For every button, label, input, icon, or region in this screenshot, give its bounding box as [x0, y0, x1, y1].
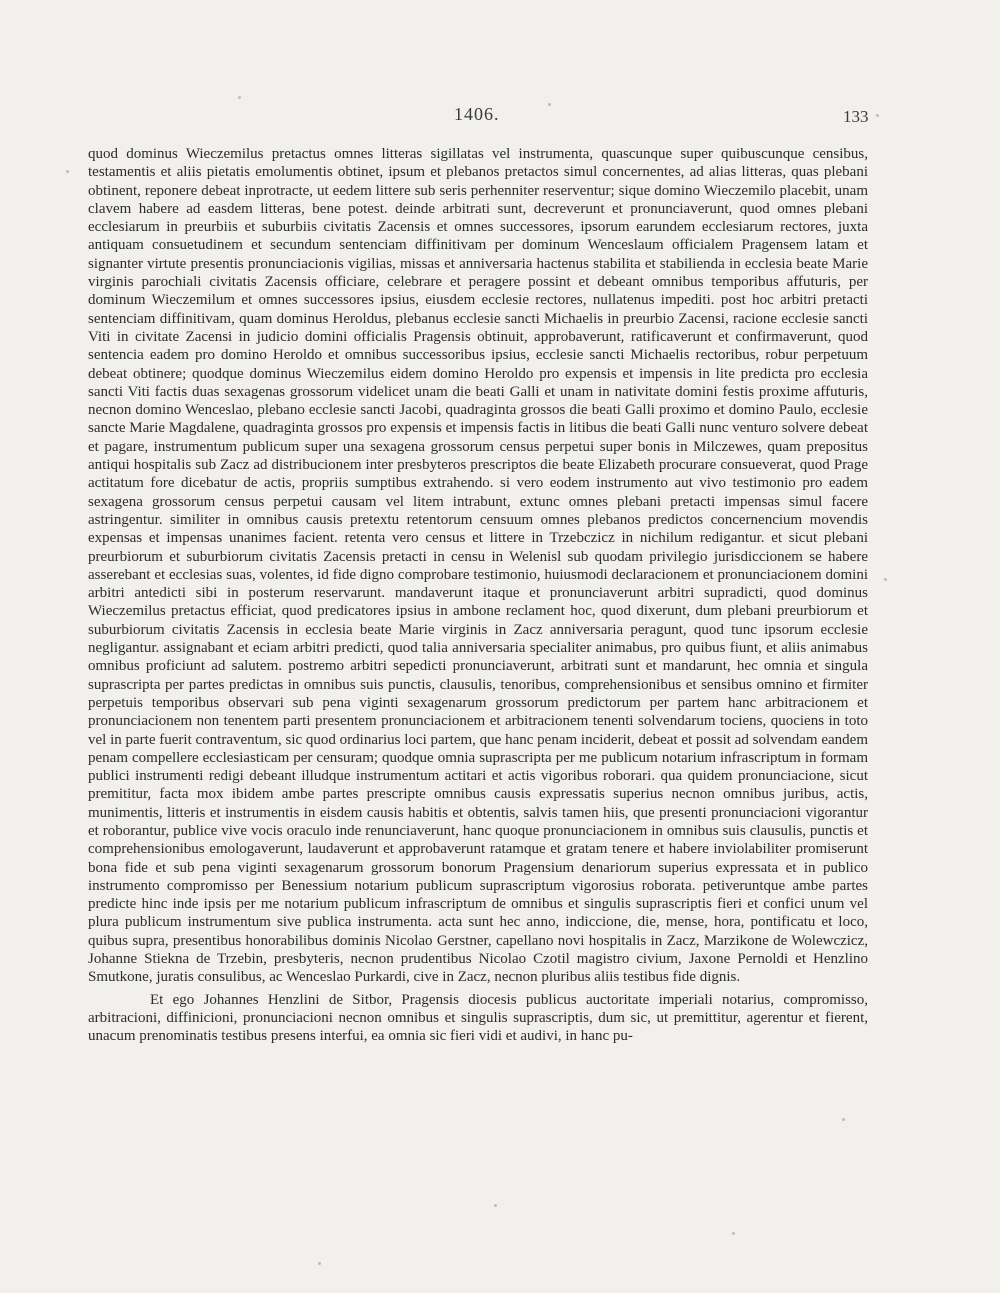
paper-speck [494, 1204, 497, 1207]
page-number: 133 [843, 107, 869, 126]
paper-speck [876, 114, 879, 117]
page-year-heading: 1406. [454, 104, 500, 124]
paper-speck [238, 96, 241, 99]
paper-speck [884, 578, 887, 581]
paper-speck [548, 103, 551, 106]
notarial-paragraph: Et ego Johannes Henzlini de Sitbor, Pragensis diocesis publicus auctoritate imperiali notarius, compromisso, arbitracioni, diffinicioni, pronunciacioni necnon omnibus et singulis suprascriptis, dum sic, ut premittitur, agerentur et fierent, unacum prenominatis testibus presens interfui, ea omnia sic fieri vidi et audivi, in hanc pu- [88, 991, 868, 1045]
paper-speck [842, 1118, 845, 1121]
document-body [88, 145, 868, 1046]
paper-speck [318, 1262, 321, 1265]
paper-speck [66, 170, 69, 173]
main-paragraph: quod dominus Wieczemilus pretactus omnes litteras sigillatas vel instrumenta, quascunque super quibuscunque censibus, testamentis et aliis pietatis emolumentis obtinet, ipsum et plebanos pretactos simul concernentes, ad alias litteras, quas plebani obtinent, reponere debeat inprotracte, ut eedem littere sub seris perhenniter reserventur; sique domino Wieczemilo placebit, unam clavem habere ad easdem litteras, bene potest. deinde arbitrati sunt, decreverunt et pronunciaverunt, quod omnes plebani ecclesiarum in preurbiis et suburbiis civitatis Zacensis et omnes successores, ipsorum earundem ecclesiarum rectores, juxta antiquam consuetudinem et secundum sentenciam diffinitivam per dominum Wenceslaum officialem Pragensem latam et signanter virtute presentis pronunciacionis vigilias, missas et anniversaria hactenus stabilita et stabilienda in ecclesia beate Marie virginis parochiali civitatis Zacensis officiare, celebrare et peragere possint et debeant omnibus temporibus affuturis, per dominum Wieczemilum et omnes successores ipsius, eiusdem ecclesie rectores, nullatenus impediti. post hoc arbitri pretacti sentenciam diffinitivam, quam dominus Heroldus, plebanus ecclesie sancti Michaelis in preurbio Zacensi, racione ecclesie sancti Viti in civitate Zacensi in judicio domini officialis Pragensis obtinuit, approbaverunt, ratificaverunt et confirmaverunt, quod sentencia eadem pro domino Heroldo et omnibus successoribus ipsius, ecclesie sancti Michaelis rectoribus, robur perpetuum debeat obtinere; quodque dominus Wieczemilus eidem domino Heroldo pro expensis et impensis in lite predicta pro ecclesia sancti Viti factis duas sexagenas grossorum videlicet unam die beati Galli et unam in nativitate domini festis proxime affuturis, necnon domino Wenceslao, plebano ecclesie sancti Jacobi, quadraginta grossos die beati Galli proximo et domino Paulo, ecclesie sancte Marie Magdalene, quadraginta grossos pro expensis et impensis factis in litibus die beati Galli nunc venturo solvere debeat et pagare, instrumentum publicum super una sexagena grossorum census perpetui super bonis in Milczewes, quam prepositus antiqui hospitalis sub Zacz ad distribucionem inter presbyteros prescriptos die beate Elizabeth procurare consueverat, quod Prage actitatum fore dicebatur de actis, propriis sumptibus extrahendo. si vero eodem instrumento aut vivo testimonio pro eadem sexagena grossorum census perpetui causam vel litem intrabunt, extunc omnes plebani pretacti impensas simul facere astringentur. similiter in omnibus causis pretextu retentorum censuum omnes plebanos predictos concernencium movendis expensas et impensas unanimes facient. retenta vero census et littere in Trzebczicz in nichilum redigantur. et sicut plebani preurbiorum et suburbiorum civitatis Zacensis pretacti in censu in Welenisl sub quodam privilegio jurisdiccionem se habere asserebant et ecclesias suas, volentes, id fide digno comprobare testimonio, huiusmodi declaracionem et pronunciacionem domini arbitri antedicti sibi in posterum reservarunt. mandaverunt itaque et pronunciaverunt arbitri supradicti, quod dominus Wieczemilus pretactus efficiat, quod predicatores ipsius in ambone reclament hoc, quod dixerunt, dum plebani preurbiorum et suburbiorum civitatis Zacensis in ecclesia beate Marie virginis in Zacz anniversaria peragunt, quod tunc ipsorum ecclesie negligantur. assignabant et eciam arbitri predicti, quod talia anniversaria specialiter animabus, pro quibus fiunt, et aliis animabus omnibus proficiunt ad salutem. postremo arbitri sepedicti pronunciaverunt, arbitrati sunt et mandarunt, hec omnia et singula suprascripta per partes predictas in omnibus suis punctis, clausulis, tenoribus, comprehensionibus et sensibus omnino et firmiter perpetuis temporibus observari sub pena viginti sexagenarum grossorum predictorum per partem hanc arbitracionem et pronunciacionem non tenentem parti presentem pronunciacionem et arbitracionem tenenti solvendarum tociens, quociens in toto vel in parte fuerit contraventum, sic quod ordinarius loci partem, que hanc penam inciderit, debeat et possit ad solvendam eandem penam compellere ecclesiasticam per censuram; quodque omnia suprascripta per me publicum notarium infrascriptum in formam publici instrumenti redigi debeant illudque instrumentum actitari et actis vigoribus roborari. qua quidem pronunciacione, sicut premititur, facta mox ibidem ambe partes prescripte omnibus causis expressatis superius necnon omnibus juribus, actis, munimentis, litteris et instrumentis in eisdem causis habitis et obtentis, salvis tamen hiis, que presenti pronunciacioni vigorantur et roborantur, publice vive vocis oraculo inde renunciaverunt, hanc quoque pronunciacionem in omnibus suis clausulis, punctis et comprehensionibus emologaverunt, laudaverunt et approbaverunt ratamque et gratam tenere et habere inviolabiliter promiserunt bona fide et sub pena viginti sexagenarum grossorum bonorum Pragensium denariorum superius expressata et in publico instrumento compromisso per Benessium notarium publicum suprascriptum vigorosius roborata. petiveruntque ambe partes predicte hinc inde ipsis per me notarium publicum infrascriptum de omnibus et singulis suprascriptis fieri et confici unum vel plura publicum instrumentum sive publica instrumenta. acta sunt hec anno, indiccione, die, mense, hora, pontificatu et loco, quibus supra, presentibus honorabilibus dominis Nicolao Gerstner, capellano novi hospitalis in Zacz, Marzikone de Wolewczicz, Johanne Stiekna de Trzebin, presbyteris, necnon prudentibus Nicolao Czotil magistro civium, Jaxone Pernoldi et Henzlino Smutkone, juratis consulibus, ac Wenceslao Purkardi, cive in Zacz, necnon pluribus aliis testibus fide dignis. [88, 146, 868, 986]
paper-speck [732, 1232, 735, 1235]
